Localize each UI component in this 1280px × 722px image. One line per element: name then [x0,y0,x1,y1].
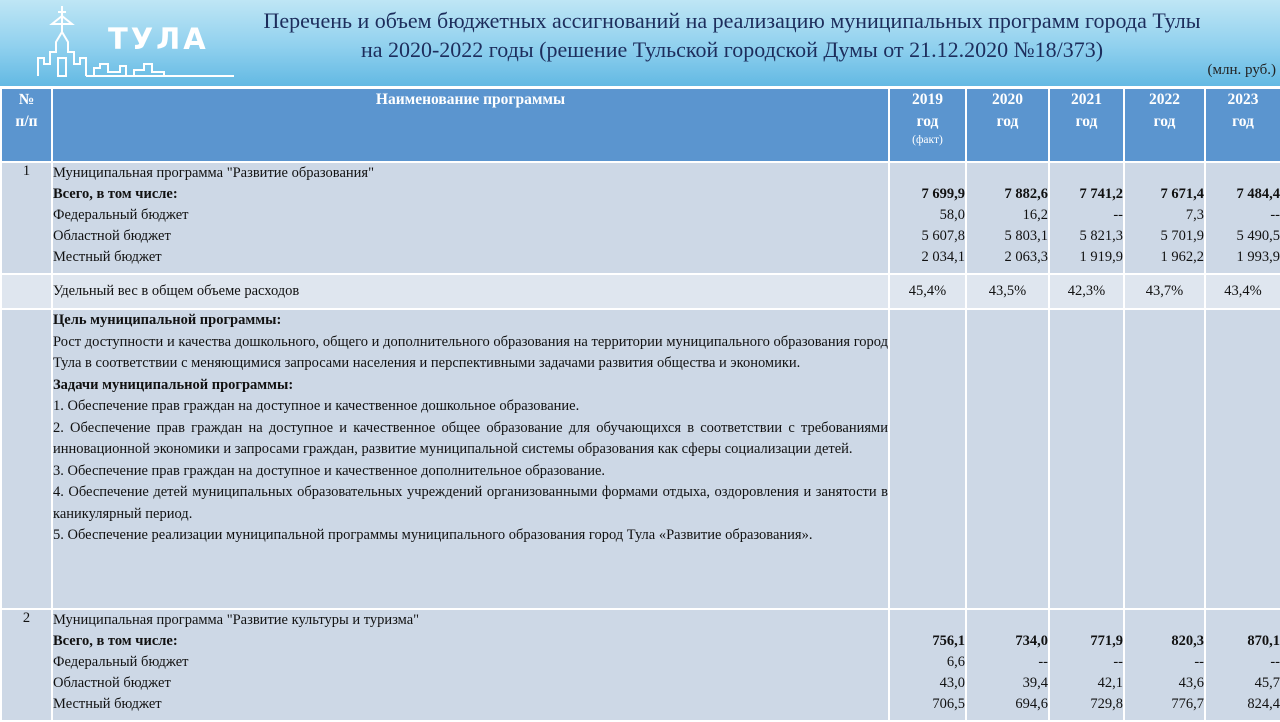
federal-value: 58,0 [939,207,965,223]
federal-value: 7,3 [1185,207,1204,223]
year-label: 2022 [1149,91,1180,108]
share-label: Удельный вес в общем объеме расходов [52,274,889,309]
regional-value: 43,0 [939,675,965,691]
local-value: 2 063,3 [1004,249,1048,265]
task-item: 4. Обеспечение детей муниципальных образовательных учреждений организованными формами отдыха, оздоровления и занятости в каникулярный период. [53,484,888,522]
regional-value: 42,1 [1097,675,1123,691]
local-value: 2 034,1 [921,249,965,265]
year-label: 2020 [992,91,1023,108]
year-values [966,609,1049,721]
goal-cell [52,309,889,609]
year-values [1124,162,1205,274]
year-values [1049,609,1124,721]
program-row [1,609,1280,721]
share-value: 45,4% [889,274,966,309]
local-value: 776,7 [1171,696,1204,712]
local-value: 1 962,2 [1160,249,1204,265]
budget-table [0,87,1280,722]
regional-label: Областной бюджет [53,675,171,691]
federal-value: -- [1270,654,1280,670]
share-value: 43,4% [1205,274,1280,309]
year-values [1049,162,1124,274]
empty-cell [966,309,1049,609]
task-item: 3. Обеспечение прав граждан на доступное и качественное дополнительное образование. [53,462,606,479]
program-number: 1 [1,162,52,274]
regional-value: 39,4 [1022,675,1048,691]
federal-value: 16,2 [1022,207,1048,223]
total-value: 7 741,2 [1079,186,1123,202]
empty-cell [889,309,966,609]
total-value: 756,1 [932,633,965,649]
empty-cell [1,309,52,609]
empty-cell [1124,309,1205,609]
federal-label: Федеральный бюджет [53,654,189,670]
total-value: 820,3 [1171,633,1204,649]
col-number-label: № п/п [15,91,38,130]
year-values [1205,609,1280,721]
slide-header [0,0,1280,86]
table-header-row [1,88,1280,162]
empty-cell [1205,309,1280,609]
share-value: 42,3% [1049,274,1124,309]
regional-value: 5 701,9 [1160,228,1204,244]
local-label: Местный бюджет [53,249,162,265]
col-year-header [1205,88,1280,162]
federal-value: 6,6 [946,654,965,670]
local-value: 1 919,9 [1079,249,1123,265]
goal-row [1,309,1280,609]
program-name-cell [52,609,889,721]
year-unit: год [1075,113,1098,130]
year-values [889,162,966,274]
local-value: 729,8 [1090,696,1123,712]
regional-label: Областной бюджет [53,228,171,244]
local-value: 694,6 [1015,696,1048,712]
program-name: Муниципальная программа "Развитие образования" [53,165,375,181]
federal-value: -- [1113,207,1123,223]
year-label: 2023 [1227,91,1259,108]
program-row [1,162,1280,274]
total-value: 7 671,4 [1160,186,1204,202]
year-values [889,609,966,721]
col-year-header [1124,88,1205,162]
total-value: 7 882,6 [1004,186,1048,202]
year-label: 2021 [1071,91,1102,108]
federal-value: -- [1270,207,1280,223]
total-label: Всего, в том числе: [53,633,178,649]
title-line-2: на 2020-2022 годы (решение Тульской городской Думы от 21.12.2020 №18/373) [360,37,1104,62]
year-unit: год [1153,113,1176,130]
col-name-header: Наименование программы [52,88,889,162]
total-value: 771,9 [1090,633,1123,649]
total-value: 7 484,4 [1236,186,1280,202]
share-row [1,274,1280,309]
year-unit: год [996,113,1019,130]
regional-value: 5 607,8 [921,228,965,244]
col-number-header [1,88,52,162]
program-number: 2 [1,609,52,721]
regional-value: 43,6 [1178,675,1204,691]
program-name-cell [52,162,889,274]
federal-label: Федеральный бюджет [53,207,189,223]
federal-value: -- [1113,654,1123,670]
year-values [1205,162,1280,274]
year-unit: год [1232,113,1254,130]
empty-cell [1,274,52,309]
local-label: Местный бюджет [53,696,162,712]
regional-value: 5 490,5 [1236,228,1280,244]
tasks-title: Задачи муниципальной программы: [53,376,294,393]
empty-cell [1049,309,1124,609]
logo-text: ТУЛА [108,22,209,56]
col-year-header [889,88,966,162]
col-year-header [966,88,1049,162]
goal-title: Цель муниципальной программы: [53,312,282,328]
units-label: (млн. руб.) [1207,62,1276,78]
local-value: 706,5 [932,696,965,712]
fact-note: (факт) [912,134,943,146]
total-value: 870,1 [1247,633,1280,649]
regional-value: 45,7 [1254,675,1280,691]
task-item: 5. Обеспечение реализации муниципальной программы муниципального образования город Тула «Развитие образования». [53,527,813,543]
share-value: 43,5% [966,274,1049,309]
total-value: 734,0 [1015,633,1048,649]
title-line-1: Перечень и объем бюджетных ассигнований на реализацию муниципальных программ города Тулы [263,8,1201,33]
local-value: 824,4 [1247,696,1280,712]
regional-value: 5 803,1 [1004,228,1048,244]
federal-value: -- [1038,654,1048,670]
col-year-header [1049,88,1124,162]
local-value: 1 993,9 [1236,249,1280,265]
federal-value: -- [1194,654,1204,670]
task-item: 2. Обеспечение прав граждан на доступное и качественное общее образование для обучающихся в соответствии с требованиями инновационной экономики и запросами граждан, развитие муниципальной системы образования как сферы социализации детей. [53,419,888,457]
total-label: Всего, в том числе: [53,186,178,202]
total-value: 7 699,9 [921,186,965,202]
share-value: 43,7% [1124,274,1205,309]
program-name: Муниципальная программа "Развитие культуры и туризма" [53,612,420,628]
task-item: 1. Обеспечение прав граждан на доступное и качественное дошкольное образование. [53,398,580,414]
year-values [966,162,1049,274]
goal-text: Рост доступности и качества дошкольного, общего и дополнительного образования на территории муниципального образования город Тула в соответствии с меняющимися запросами населения и перспективными задачами развития общества и экономики. [53,333,888,371]
page-title [212,6,1252,64]
year-values [1124,609,1205,721]
year-label: 2019 [912,91,943,108]
regional-value: 5 821,3 [1079,228,1123,244]
year-unit: год [916,113,939,130]
